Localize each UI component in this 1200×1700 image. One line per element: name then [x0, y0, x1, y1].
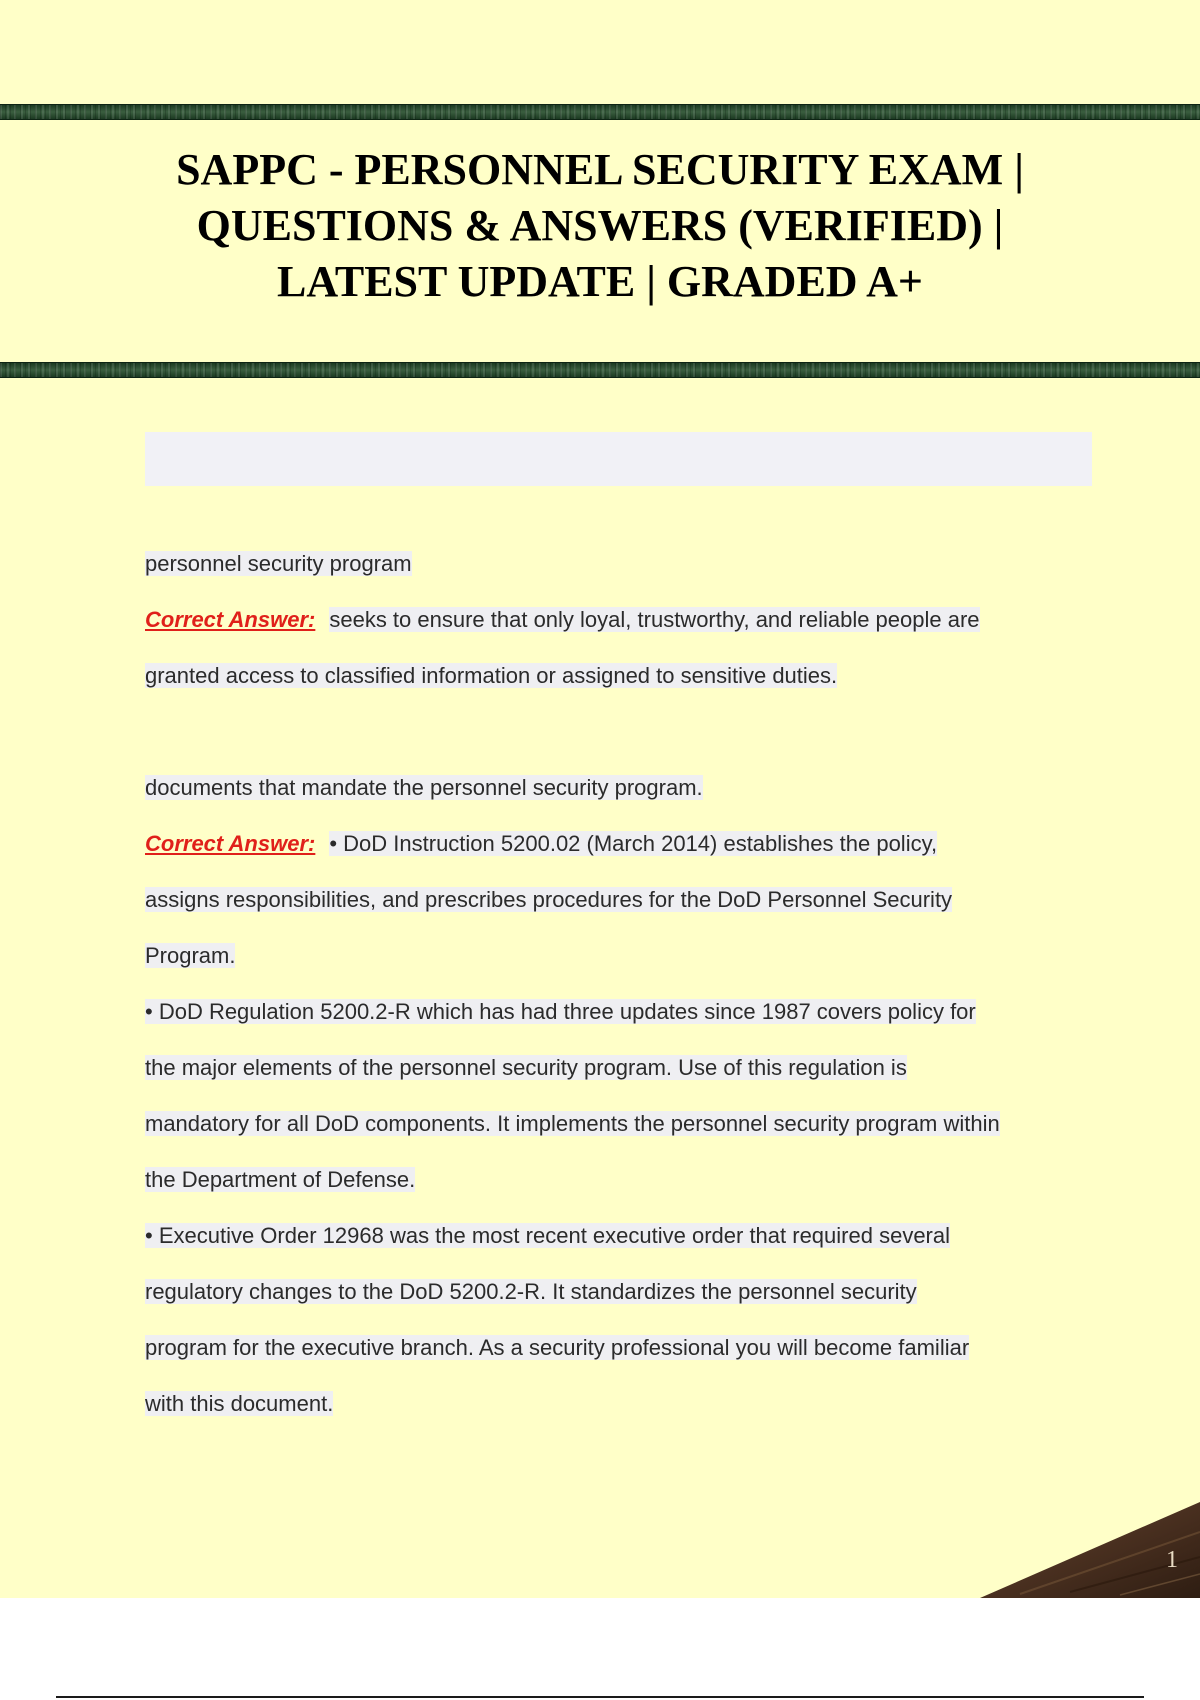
title-line-1: SAPPC - PERSONNEL SECURITY EXAM | [176, 145, 1024, 194]
qa-item [145, 536, 1095, 704]
page-title [60, 142, 1140, 310]
answer-line: • Executive Order 12968 was the most recent executive order that required several [145, 1223, 950, 1248]
answer-line: • DoD Regulation 5200.2-R which has had three updates since 1987 covers policy for [145, 999, 976, 1024]
answer-line: granted access to classified information or assigned to sensitive duties. [145, 663, 838, 688]
question-text: documents that mandate the personnel security program. [145, 775, 703, 800]
answer-line: the Department of Defense. [145, 1167, 416, 1192]
answer-line: Program. [145, 943, 236, 968]
answer-line: mandatory for all DoD components. It implements the personnel security program within [145, 1111, 1000, 1136]
header-bottom-band [0, 362, 1200, 378]
correct-answer-label: Correct Answer: [145, 831, 316, 856]
footer-rule [56, 1696, 1144, 1698]
answer-line: program for the executive branch. As a security professional you will become familiar [145, 1335, 970, 1360]
question-text: personnel security program [145, 551, 412, 576]
qa-content [145, 536, 1095, 1432]
spacer [145, 704, 1095, 760]
correct-answer-label: Correct Answer: [145, 607, 316, 632]
answer-line: with this document. [145, 1391, 334, 1416]
title-line-3: LATEST UPDATE | GRADED A+ [277, 257, 923, 306]
answer-line: regulatory changes to the DoD 5200.2-R. It standardizes the personnel security [145, 1279, 917, 1304]
answer-line: Correct Answer: • DoD Instruction 5200.02 (March 2014) establishes the policy, [145, 831, 938, 856]
header-top-band [0, 104, 1200, 120]
blank-highlight-bar [145, 432, 1092, 486]
answer-line: assigns responsibilities, and prescribes procedures for the DoD Personnel Security [145, 887, 953, 912]
answer-line: the major elements of the personnel security program. Use of this regulation is [145, 1055, 907, 1080]
qa-item [145, 760, 1095, 1432]
page-number: 1 [1166, 1547, 1178, 1573]
title-line-2: QUESTIONS & ANSWERS (VERIFIED) | [196, 201, 1004, 250]
answer-line: Correct Answer: seeks to ensure that only loyal, trustworthy, and reliable people are [145, 607, 980, 632]
